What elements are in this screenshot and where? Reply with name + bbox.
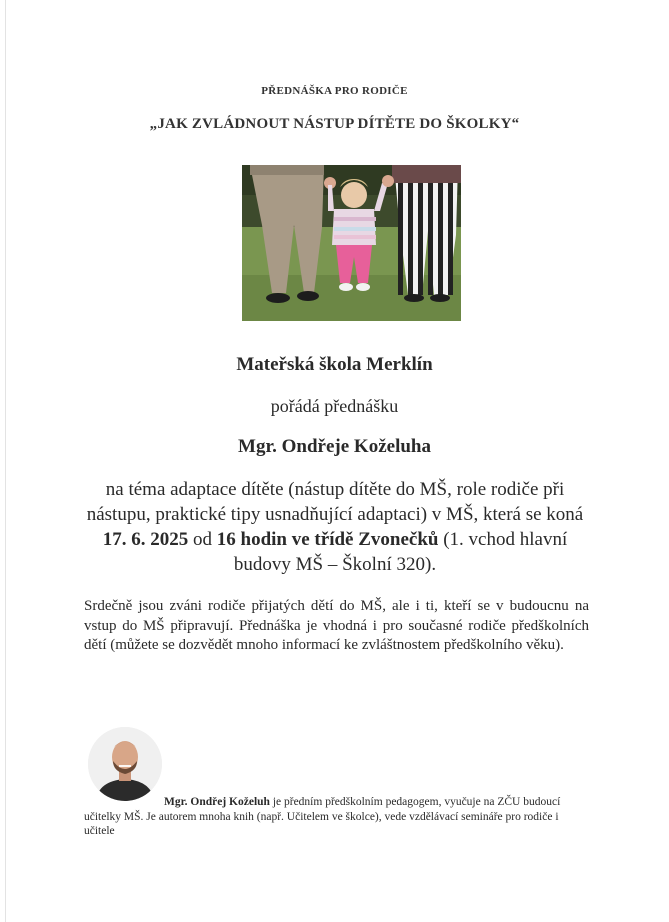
theme-text-3: (1. vchod hlavní budovy MŠ – Školní 320).	[233, 529, 568, 575]
organizer-verb: pořádá přednášku	[270, 396, 399, 416]
family-photo	[242, 165, 461, 321]
family-photo-icon	[242, 165, 461, 321]
scan-edge	[5, 0, 6, 922]
speaker-portrait	[88, 727, 162, 801]
theme-text-2: od	[188, 529, 217, 550]
speaker-bio	[84, 795, 584, 839]
bio-text: je předním předškolním pedagogem, vyučuje na ZČU budoucí učitelky MŠ. Je autorem mnoha knih (např. Učitelem ve školce), vede vzdělávací semináře pro rodiče i učitele	[84, 796, 561, 837]
speaker-name: Mgr. Ondřeje Koželuha	[238, 436, 431, 457]
event-date: 17. 6. 2025	[102, 529, 189, 550]
speaker-portrait-icon	[88, 727, 162, 801]
event-title: „JAK ZVLÁDNOUT NÁSTUP DÍTĚTE DO ŠKOLKY“	[149, 116, 520, 132]
invitation-paragraph: Srdečně jsou zváni rodiče přijatých dětí do MŠ, ale i ti, kteří se v budoucnu na vstup do MŠ připravují. Přednáška je vhodná i pro současné rodiče předškolních dětí (můžete se dozvědět mnoho informací ke zvláštnostem předškolního věku).	[84, 598, 589, 653]
bio-name: Mgr. Ondřej Koželuh	[164, 796, 270, 808]
organizer-name: Mateřská škola Merklín	[236, 354, 433, 375]
lecture-theme	[80, 477, 590, 577]
event-time-place: 16 hodin ve třídě Zvonečků	[216, 529, 439, 550]
theme-text-1: na téma adaptace dítěte (nástup dítěte do MŠ, role rodiče při nástupu, praktické tipy usnadňující adaptaci) v MŠ, která se koná	[86, 479, 584, 525]
kicker-heading: PŘEDNÁŠKA PRO RODIČE	[261, 85, 408, 97]
